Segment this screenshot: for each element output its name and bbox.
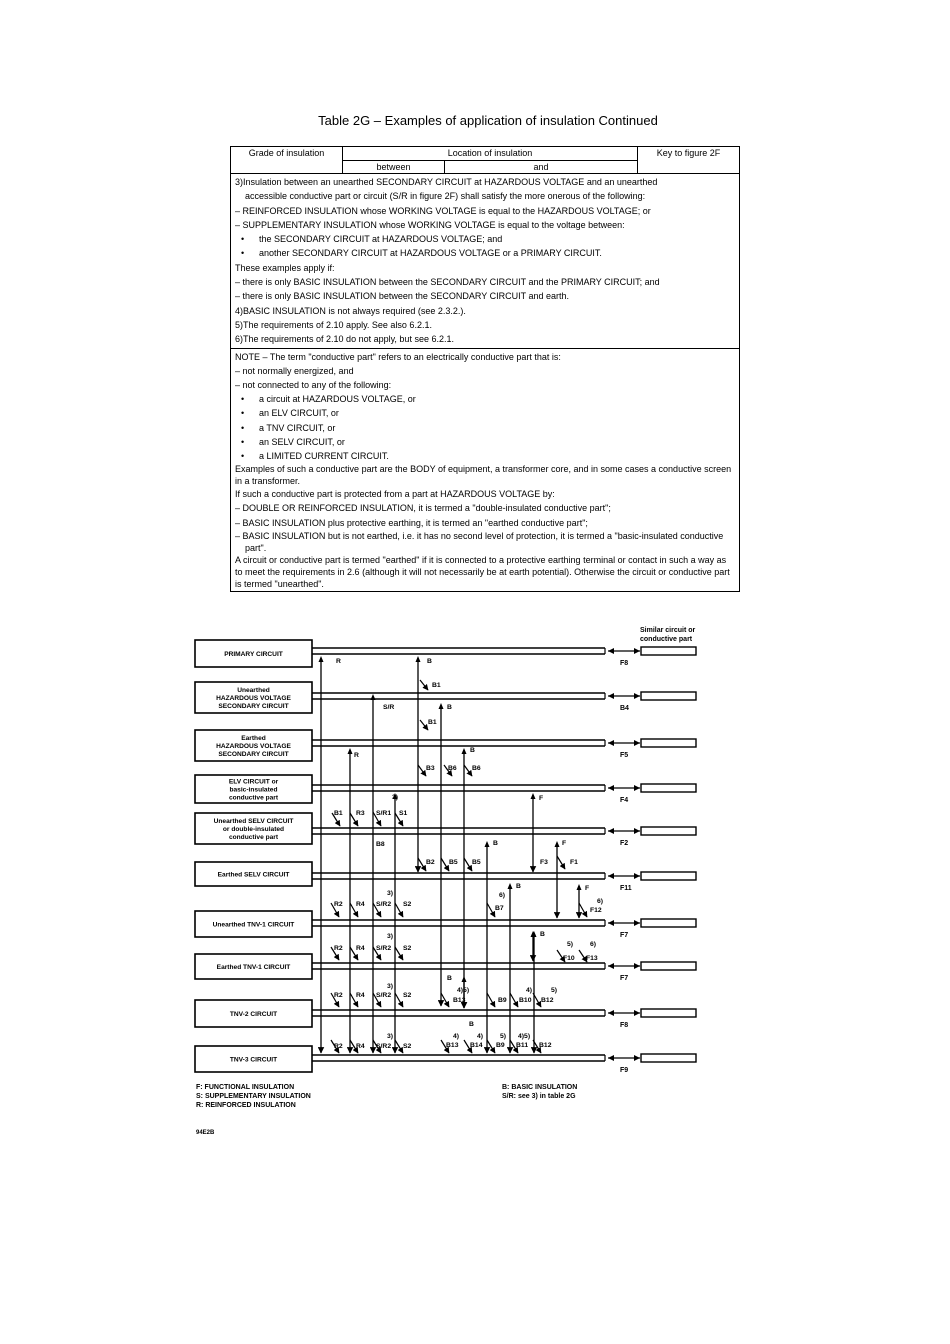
label-r-primary: R xyxy=(336,658,341,665)
bullet: • xyxy=(241,394,245,405)
label-n4-b: 4) xyxy=(453,1033,460,1040)
label-b5-a: B5 xyxy=(449,859,458,866)
similar-circuit-box xyxy=(641,872,696,880)
key-arrowhead xyxy=(608,1010,614,1016)
label-f13: F13 xyxy=(586,955,598,962)
note-line: If such a conductive part is protected from a part at HAZARDOUS VOLTAGE by: xyxy=(235,489,555,500)
similar-circuit-box xyxy=(641,1054,696,1062)
note-line: A circuit or conductive part is termed "earthed" if it is connected to a protective earthing terminal or contact in such a way as to meet the requirements in 2.6 (although it will not necessarily be at earth potential). Otherwise the circuit or conductive part is termed "unearthed". xyxy=(235,554,730,589)
legend-reinforced: R: REINFORCED INSULATION xyxy=(196,1102,296,1109)
diagonal-arrow xyxy=(395,903,403,917)
label-r4-a: R4 xyxy=(356,901,365,908)
circuit-label: TNV-2 CIRCUIT xyxy=(229,1011,278,1018)
key-arrowhead xyxy=(608,693,614,699)
header-key: Key to figure 2F xyxy=(638,147,740,174)
label-s2-b: S2 xyxy=(403,945,412,952)
footnote-line: the SECONDARY CIRCUIT at HAZARDOUS VOLTAGE; and xyxy=(259,234,503,245)
label-f1: F1 xyxy=(570,859,578,866)
key-label: F11 xyxy=(620,885,632,892)
label-f-selv: F xyxy=(562,840,567,847)
note-line: an ELV CIRCUIT, or xyxy=(259,408,339,419)
key-label: F4 xyxy=(620,797,629,804)
label-r4-b: R4 xyxy=(356,945,365,952)
label-b14: B14 xyxy=(470,1042,483,1049)
key-arrowhead xyxy=(634,648,640,654)
similar-circuit-box xyxy=(641,827,696,835)
circuit-label: conductive part xyxy=(228,834,279,842)
circuit-6 xyxy=(195,862,312,886)
label-b12-a: B12 xyxy=(541,997,554,1004)
footnote-line: another SECONDARY CIRCUIT at HAZARDOUS VOLTAGE or a PRIMARY CIRCUIT. xyxy=(259,248,602,259)
circuit-label: TNV-3 CIRCUIT xyxy=(229,1056,278,1064)
bullet: • xyxy=(241,422,245,433)
label-b3: B3 xyxy=(426,765,435,772)
label-n6-c: 6) xyxy=(590,941,597,948)
key-label: F2 xyxy=(620,840,629,847)
label-n6-a: 6) xyxy=(499,892,506,899)
key-arrowhead xyxy=(634,873,640,879)
key-arrowhead xyxy=(608,740,614,746)
diagonal-arrow xyxy=(420,720,428,730)
key-arrowhead xyxy=(634,1010,640,1016)
insulation-arrow-tail xyxy=(319,656,324,662)
label-b-hv: B xyxy=(447,704,452,711)
label-b5-b: B5 xyxy=(472,859,481,866)
key-arrowhead xyxy=(634,920,640,926)
circuit-10 xyxy=(195,1046,312,1072)
key-label: F9 xyxy=(620,1067,629,1074)
label-r4-d: R4 xyxy=(356,1043,365,1050)
label-b11: B11 xyxy=(516,1042,529,1049)
insulation-arrow-tail xyxy=(508,883,513,889)
note-line: Examples of such a conductive part are the BODY of equipment, a transformer core, and in some cases a conductive screen in a transformer. xyxy=(235,464,732,487)
circuit-label: basic-insulated xyxy=(229,786,278,794)
circuit-label: SECONDARY CIRCUIT xyxy=(218,703,289,711)
circuit-8 xyxy=(195,954,312,979)
similar-circuit-box xyxy=(641,784,696,792)
circuit-label: HAZARDOUS VOLTAGE xyxy=(216,695,291,702)
label-b6-b: B6 xyxy=(472,765,481,772)
key-label: F8 xyxy=(620,660,629,667)
key-arrowhead xyxy=(608,828,614,834)
similar-circuit-box xyxy=(641,1009,696,1017)
circuit-label: ELV CIRCUIT or xyxy=(228,778,279,786)
diagonal-arrow xyxy=(487,903,495,917)
label-r2-c: R2 xyxy=(334,992,343,999)
key-arrowhead xyxy=(634,693,640,699)
label-b1-s: B1 xyxy=(334,810,343,817)
legend-sr: S/R: see 3) in table 2G xyxy=(502,1093,576,1100)
label-f12: F12 xyxy=(590,907,602,914)
label-s3r2-b: S/R2 xyxy=(376,945,392,952)
label-r4-c: R4 xyxy=(356,992,365,999)
label-sr: S/R xyxy=(383,704,395,711)
diagonal-arrow xyxy=(420,680,428,690)
label-r2-d: R2 xyxy=(334,1043,343,1050)
circuit-7 xyxy=(195,911,312,937)
label-s1: S1 xyxy=(399,810,408,817)
label-n6-b: 6) xyxy=(597,898,604,905)
label-f-elv: F xyxy=(539,795,544,802)
diagonal-arrow xyxy=(487,993,495,1007)
footnote-line: – REINFORCED INSULATION whose WORKING VOLTAGE is equal to the HAZARDOUS VOLTAGE; or xyxy=(235,205,651,216)
diagonal-arrow xyxy=(464,858,472,871)
key-arrowhead xyxy=(608,920,614,926)
bullet: • xyxy=(241,248,245,259)
circuit-label: SECONDARY CIRCUIT xyxy=(218,751,289,759)
footnote-line: accessible conductive part or circuit (S/R in figure 2F) shall satisfy the more onerous of the following: xyxy=(245,191,646,202)
header-location: Location of insulation xyxy=(343,147,638,161)
note-line: a circuit at HAZARDOUS VOLTAGE, or xyxy=(259,394,416,405)
header-grade: Grade of insulation xyxy=(231,147,343,174)
circuit-label: Unearthed SELV CIRCUIT xyxy=(213,817,294,825)
note-line: – DOUBLE OR REINFORCED INSULATION, it is termed a "double-insulated conductive part"; xyxy=(235,503,611,514)
label-s2-c: S2 xyxy=(403,992,412,999)
label-s3r2-a: S/R2 xyxy=(376,901,392,908)
note-line: – BASIC INSULATION but is not earthed, i.e. it has no second level of protection, it is termed a "basic-insulated conductive part". xyxy=(235,530,724,553)
label-b-tnv2: B xyxy=(447,975,452,982)
key-arrowhead xyxy=(608,963,614,969)
footnote-line: These examples apply if: xyxy=(235,262,335,273)
key-label: F5 xyxy=(620,752,629,759)
key-label: F8 xyxy=(620,1022,629,1029)
label-n45-a: 4)5) xyxy=(457,987,470,994)
key-arrowhead xyxy=(608,1055,614,1061)
insulation-arrow-tail xyxy=(555,841,560,847)
footnote-line: 6)The requirements of 2.10 do not apply, but see 6.2.1. xyxy=(235,334,454,345)
label-f3: F3 xyxy=(540,859,548,866)
label-r2-b: R2 xyxy=(334,945,343,952)
label-b-selv: B xyxy=(493,840,498,847)
label-b9-a: B9 xyxy=(498,997,507,1004)
label-n45-b: 4)5) xyxy=(518,1033,531,1040)
insulation-arrow-tail xyxy=(485,841,490,847)
label-n5-b: 5) xyxy=(551,987,558,994)
similar-circuit-box xyxy=(641,962,696,970)
label-b6-a: B6 xyxy=(448,765,457,772)
label-s3r2-d: S/R2 xyxy=(376,1043,392,1050)
diagonal-arrow xyxy=(418,765,426,776)
diagonal-arrow xyxy=(441,858,449,871)
note-line: an SELV CIRCUIT, or xyxy=(259,436,345,447)
label-b8: B8 xyxy=(376,841,385,848)
key-arrowhead xyxy=(608,648,614,654)
circuit-label: HAZARDOUS VOLTAGE xyxy=(216,743,291,750)
circuit-label: Unearthed TNV-1 CIRCUIT xyxy=(212,921,295,929)
legend-basic: B: BASIC INSULATION xyxy=(502,1084,578,1091)
diagonal-arrow xyxy=(395,947,403,960)
label-s3r1: S/R1 xyxy=(376,810,392,817)
diagonal-arrow xyxy=(557,856,565,869)
key-label: F7 xyxy=(620,975,629,982)
footnote-line: – there is only BASIC INSULATION between the SECONDARY CIRCUIT and the PRIMARY CIRCUIT; and xyxy=(235,277,660,288)
circuit-5 xyxy=(195,813,312,844)
insulation-arrow-tail xyxy=(462,748,467,754)
key-arrowhead xyxy=(634,785,640,791)
key-label: F7 xyxy=(620,932,629,939)
circuit-2 xyxy=(195,682,312,713)
bullet: • xyxy=(241,450,245,461)
insulation-arrow-tail xyxy=(462,976,467,982)
label-r3: R3 xyxy=(356,810,365,817)
circuit-label: Unearthed xyxy=(237,686,270,694)
note-line: NOTE – The term "conductive part" refers to an electrically conductive part that is: xyxy=(235,351,561,362)
label-b10: B10 xyxy=(519,997,532,1004)
insulation-arrow-tail xyxy=(348,748,353,754)
key-arrowhead xyxy=(634,1055,640,1061)
insulation-arrow-tail xyxy=(577,884,582,890)
label-r-ehv: R xyxy=(354,752,359,759)
header-between: between xyxy=(343,160,445,174)
key-arrowhead xyxy=(634,828,640,834)
diagonal-arrow xyxy=(395,993,403,1007)
diagonal-arrow xyxy=(510,993,518,1007)
key-arrowhead xyxy=(608,873,614,879)
label-s2-a: S2 xyxy=(403,901,412,908)
label-b-primary: B xyxy=(427,658,432,665)
diagonal-arrow xyxy=(487,1040,495,1053)
circuit-label: PRIMARY CIRCUIT xyxy=(224,651,283,658)
label-n3-a: 3) xyxy=(392,794,399,801)
circuit-label: Earthed TNV-1 CIRCUIT xyxy=(216,964,291,971)
header-and: and xyxy=(445,160,638,174)
similar-circuit-box xyxy=(641,919,696,927)
circuit-label: conductive part xyxy=(228,794,279,802)
footnote-line: – there is only BASIC INSULATION between the SECONDARY CIRCUIT and earth. xyxy=(235,291,569,302)
note-line: – not connected to any of the following: xyxy=(235,379,392,390)
circuit-boxes xyxy=(195,640,312,1072)
note-line: a TNV CIRCUIT, or xyxy=(259,422,336,433)
similar-circuit-label: conductive part xyxy=(640,636,693,643)
label-b2-s: B2 xyxy=(426,859,435,866)
figure-code: 94E2B xyxy=(196,1130,215,1136)
diagonal-arrow xyxy=(579,903,587,917)
bullet: • xyxy=(241,408,245,419)
label-n3-b: 3) xyxy=(387,890,394,897)
label-b-tnv1: B xyxy=(516,883,521,890)
label-n3-d: 3) xyxy=(387,983,394,990)
footnote-line: 3)Insulation between an unearthed SECONDARY CIRCUIT at HAZARDOUS VOLTAGE and an unearthed xyxy=(235,177,658,187)
bullet: • xyxy=(241,436,245,447)
label-s3r2-c: S/R2 xyxy=(376,992,392,999)
label-n4-a: 4) xyxy=(526,987,533,994)
label-n4-c: 4) xyxy=(477,1033,484,1040)
label-f-tnv1: F xyxy=(585,885,590,892)
circuit-4 xyxy=(195,775,312,803)
footnote-line: – SUPPLEMENTARY INSULATION whose WORKING VOLTAGE is equal to the voltage between: xyxy=(235,219,625,230)
similar-circuit-box xyxy=(641,692,696,700)
footnote-line: 5)The requirements of 2.10 apply. See also 6.2.1. xyxy=(235,319,432,330)
diagonal-arrow xyxy=(464,765,472,776)
legend-supplementary: S: SUPPLEMENTARY INSULATION xyxy=(196,1093,311,1100)
bullet: • xyxy=(241,234,245,245)
label-b1-a: B1 xyxy=(432,682,441,689)
footnote-line: 4)BASIC INSULATION is not always required (see 2.3.2.). xyxy=(235,305,466,316)
label-b9-b: B9 xyxy=(496,1042,505,1049)
insulation-arrow-tail xyxy=(416,656,421,662)
label-n5-a: 5) xyxy=(567,941,574,948)
key-arrowhead xyxy=(634,963,640,969)
label-b13-b: B13 xyxy=(446,1042,459,1049)
insulation-arrow-tail xyxy=(439,703,444,709)
label-b-tnv3: B xyxy=(469,1021,474,1028)
label-b13-a: B13 xyxy=(453,997,466,1004)
note-line: – BASIC INSULATION plus protective earthing, it is termed an "earthed conductive part"; xyxy=(235,517,588,528)
similar-circuit-box xyxy=(641,647,696,655)
diagonal-arrow xyxy=(418,858,426,871)
label-b-tnv1e: B xyxy=(540,931,545,938)
label-b12-b: B12 xyxy=(539,1042,552,1049)
circuit-label: or double-insulated xyxy=(222,826,285,833)
note-line: – not normally energized, and xyxy=(235,365,354,376)
label-s2-d: S2 xyxy=(403,1043,412,1050)
table-title: Table 2G – Examples of application of insulation Continued xyxy=(318,113,658,128)
label-r2-a: R2 xyxy=(334,901,343,908)
label-b-ehv: B xyxy=(470,747,475,754)
insulation-arrow-tail xyxy=(371,694,376,700)
legend-functional: F: FUNCTIONAL INSULATION xyxy=(196,1084,295,1091)
insulation-labels xyxy=(334,658,603,1050)
circuit-rails xyxy=(312,647,696,1074)
similar-circuit-box xyxy=(641,739,696,747)
key-label: B4 xyxy=(620,705,629,712)
label-n5-c: 5) xyxy=(500,1033,507,1040)
circuit-9 xyxy=(195,1000,312,1027)
circuit-1 xyxy=(195,640,312,667)
circuit-label: Earthed xyxy=(241,734,266,742)
label-f10: F10 xyxy=(563,955,575,962)
key-arrowhead xyxy=(634,740,640,746)
circuit-3 xyxy=(195,730,312,761)
similar-circuit-label: Similar circuit or xyxy=(640,627,696,634)
key-arrowhead xyxy=(608,785,614,791)
insulation-arrow-tail xyxy=(531,793,536,799)
diagonal-arrow xyxy=(395,1040,403,1053)
label-b1-b: B1 xyxy=(428,719,437,726)
circuit-label: Earthed SELV CIRCUIT xyxy=(217,871,290,879)
label-b7: B7 xyxy=(495,905,504,912)
label-n3-c: 3) xyxy=(387,933,394,940)
label-n3-e: 3) xyxy=(387,1033,394,1040)
diagonal-arrow xyxy=(441,993,449,1007)
note-line: a LIMITED CURRENT CIRCUIT. xyxy=(259,450,389,461)
